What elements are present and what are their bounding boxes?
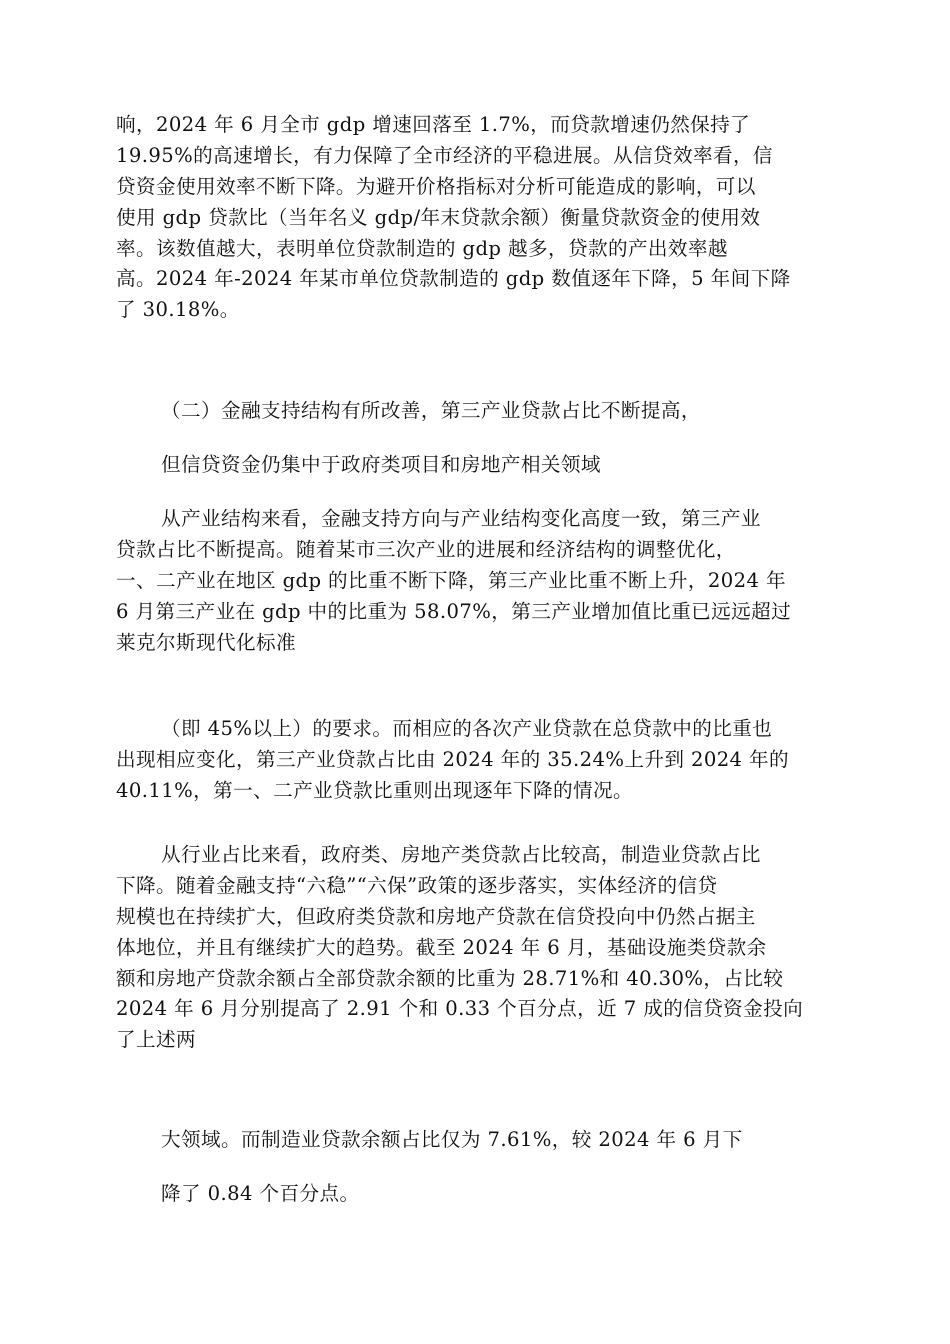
text-line: 下降。随着金融支持“六稳”“六保”政策的逐步落实，实体经济的信贷 xyxy=(116,873,718,897)
text-line: 使用 gdp 贷款比（当年名义 gdp/年末贷款余额）衡量贷款资金的使用效 xyxy=(116,205,761,229)
text-line: 了 30.18%。 xyxy=(116,298,240,322)
text-line: 出现相应变化，第三产业贷款占比由 2024 年的 35.24%上升到 2024 年的 xyxy=(116,747,790,771)
text-line: 从行业占比来看，政府类、房地产类贷款占比较高，制造业贷款占比 xyxy=(161,843,761,866)
paragraph-manufacturing-decline xyxy=(116,1179,846,1210)
paragraph-manufacturing-share xyxy=(116,1125,846,1156)
text-line: 响，2024 年 6 月全市 gdp 增速回落至 1.7%，而贷款增速仍然保持了 xyxy=(116,113,751,136)
paragraph-industry-structure xyxy=(116,504,846,658)
text-line: 贷资金使用效率不断下降。为避开价格指标对分析可能造成的影响，可以 xyxy=(116,174,756,198)
section-heading-line: 但信贷资金仍集中于政府类项目和房地产相关领域 xyxy=(161,453,601,476)
text-line: 大领域。而制造业贷款余额占比仅为 7.61%，较 2024 年 6 月下 xyxy=(161,1128,743,1151)
text-line: （即 45%以上）的要求。而相应的各次产业贷款在总贷款中的比重也 xyxy=(161,717,773,740)
text-line: 一、二产业在地区 gdp 的比重不断下降，第三产业比重不断上升，2024 年 xyxy=(116,568,787,592)
text-line: 19.95%的高速增长，有力保障了全市经济的平稳进展。从信贷效率看，信 xyxy=(116,143,773,167)
section-heading-line: （二）金融支持结构有所改善，第三产业贷款占比不断提高， xyxy=(161,399,701,422)
text-line: 高。2024 年-2024 年某市单位贷款制造的 gdp 数值逐年下降，5 年间下降 xyxy=(116,267,791,291)
text-line: 贷款占比不断提高。随着某市三次产业的进展和经济结构的调整优化， xyxy=(116,537,736,561)
section-heading-continued xyxy=(116,450,846,481)
text-line: 额和房地产贷款余额占全部贷款余额的比重为 28.71%和 40.30%，占比较 xyxy=(116,966,784,990)
text-line: 2024 年 6 月分别提高了 2.91 个和 0.33 个百分点，近 7 成的信贷资金投向 xyxy=(116,997,804,1021)
paragraph-credit-efficiency xyxy=(116,110,846,326)
text-line: 莱克尔斯现代化标准 xyxy=(116,630,296,654)
text-line: 从产业结构来看，金融支持方向与产业结构变化高度一致，第三产业 xyxy=(161,507,761,530)
text-line: 降了 0.84 个百分点。 xyxy=(161,1182,360,1205)
text-line: 了上述两 xyxy=(116,1028,196,1052)
text-line: 6 月第三产业在 gdp 中的比重为 58.07%，第三产业增加值比重已远远超过 xyxy=(116,599,792,623)
text-line: 体地位，并且有继续扩大的趋势。截至 2024 年 6 月，基础设施类贷款余 xyxy=(116,935,767,959)
text-line: 率。该数值越大，表明单位贷款制造的 gdp 越多，贷款的产出效率越 xyxy=(116,236,728,260)
text-line: 40.11%，第一、二产业贷款比重则出现逐年下降的情况。 xyxy=(116,778,633,802)
paragraph-sector-share xyxy=(116,840,846,1056)
paragraph-loan-share-change xyxy=(116,714,846,807)
text-line: 规模也在持续扩大，但政府类贷款和房地产贷款在信贷投向中仍然占据主 xyxy=(116,904,756,928)
section-heading xyxy=(116,396,846,427)
